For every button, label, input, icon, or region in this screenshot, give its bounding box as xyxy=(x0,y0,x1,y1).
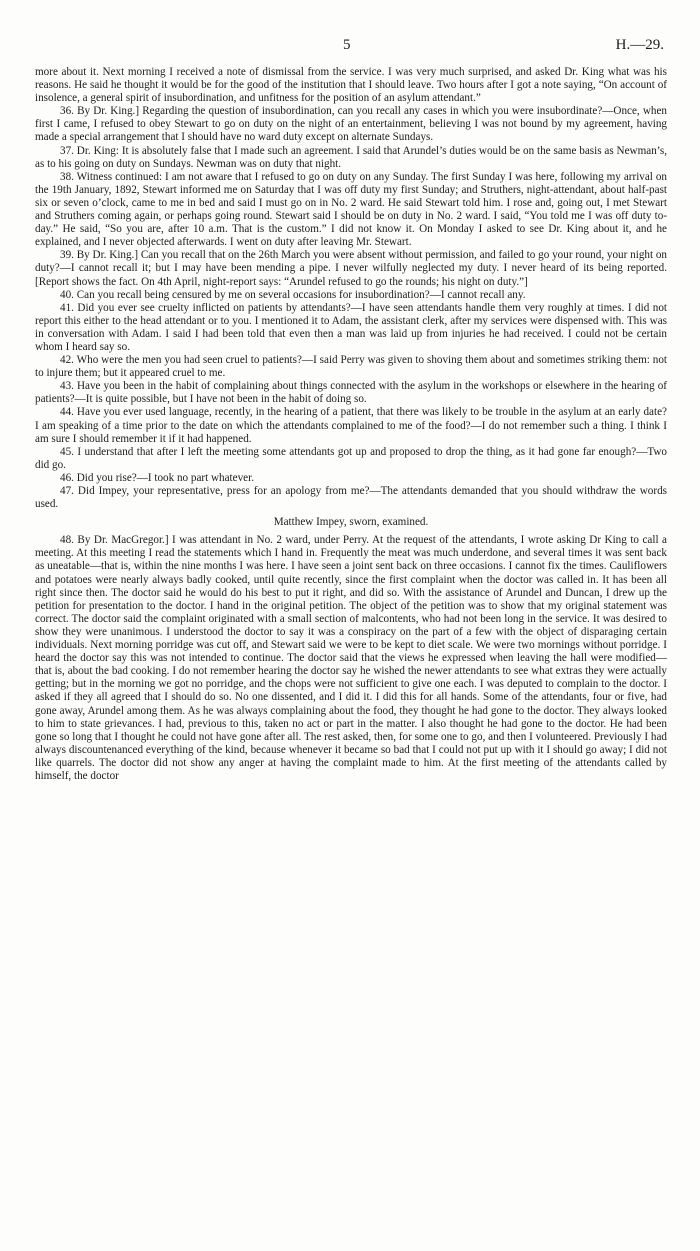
paragraph: 44. Have you ever used language, recently, in the hearing of a patient, that there was likely to be trouble in the asylum at an early date? I am speaking of a time prior to the date on which the attendants complained to me of the food?—I do not remember such a thing. I think I am sure I should remember it if it had happened. xyxy=(35,406,667,445)
paragraph: 45. I understand that after I left the meeting some attendants got up and proposed to drop the thing, as it had gone far enough?—Two did go. xyxy=(35,445,667,471)
paragraph: 41. Did you ever see cruelty inflicted on patients by attendants?—I have seen attendants handle them very roughly at times. I did not report this either to the head attendant or to you. I mentioned it to Adam, the assistant clerk, after my services were dispensed with. This was in conversation with Adam. I said I had been told that even then a man was laid up from injuries he had received. I could not be certain whom I heard say so. xyxy=(35,301,667,353)
paragraph: 38. Witness continued: I am not aware that I refused to go on duty on any Sunday. The first Sunday I was here, following my arrival on the 19th January, 1892, Stewart informed me on Saturday that I was off duty my first Sunday; and Struthers, night-attendant, about half-past six or seven o’clock, came to me in bed and said I must go on in No. 2 ward. He said Stewart told him. I rose and, going out, I met Stewart and Struthers coming again, or perhaps going round. Stewart said I should be on duty in No. 2 ward. I said, “You told me I was off duty to-day.” He said, “So you are, after 10 a.m. That is the custom.” I did not know it. On Monday I asked to see Dr. King about it, and he explained, and I never objected afterwards. I went on duty after leaving Mr. Stewart. xyxy=(35,170,667,249)
paragraph: 42. Who were the men you had seen cruel to patients?—I said Perry was given to shoving them about and sometimes striking them: not to injure them; but it appeared cruel to me. xyxy=(35,354,667,380)
page-header xyxy=(0,37,700,57)
paragraph: more about it. Next morning I received a note of dismissal from the service. I was very much surprised, and asked Dr. King what was his reasons. He said he thought it would be for the good of the institution that I should leave. Two hours after I got a note saying, “On account of insolence, a general spirit of insubordination, and unfitness for the position of an asylum attendant.” xyxy=(35,66,667,105)
paragraph: 37. Dr. King: It is absolutely false that I made such an agreement. I said that Arundel’s duties would be on the same basis as Newman’s, as to his going on duty on Sundays. Newman was on duty that night. xyxy=(35,144,667,170)
paragraph: 46. Did you rise?—I took no part whatever. xyxy=(60,471,254,484)
paragraph: 48. By Dr. MacGregor.] I was attendant in No. 2 ward, under Perry. At the request of the attendants, I wrote asking Dr King to call a meeting. At this meeting I read the statements which I hand in. Frequently the meat was much underdone, and several times it was sent back as uneatable—that is, within the nine months I was here. I have seen a joint sent back on three occasions. I cannot fix the times. Cauliflowers and potatoes were nearly always badly cooked, until quite recently, since the first complaint when the doctor was called in. It has been all right since then. The doctor said he would do his best to put it right, and did so. With the assistance of Arundel and Duncan, I drew up the petition for presentation to the doctor. I hand in the original petition. The object of the petition was to show that my original statement was correct. The doctor said the complaint originated with a small section of malcontents, who had not been long in the service. It was desired to show they were unanimous. I understood the doctor to say it was a conspiracy on the part of a few with the object of disparaging certain individuals. Next morning porridge was cut off, and Stewart said we were to be kept to diet scale. We were two mornings without porridge. I heard the doctor say this was not intended to continue. The doctor said that the views he expressed when leaving the hall were modified—that is, about the bad cooking. I do not remember hearing the doctor say he wished the newer attendants to see what extras they were actually getting; but in the morning we got no porridge, and the chops were not sufficient to give one each. I was deputed to complain to the doctor. I asked if they all agreed that I should do so. No one dissented, and I did it. I did this for all hands. Some of the attendants, four or five, had gone away, Arundel among them. As he was always complaining about the food, they thought he had gone to the doctor. They always looked to him to state grievances. I had, previous to this, taken no act or part in the matter. I also thought he had gone to the doctor. He had been gone so long that I thought he could not have gone after all. The rest asked, then, for some one to go, and then I volunteered. Previously I had always discountenanced everything of the kind, because whenever it became so bad that I could not put up with it I should go away; I did not like quarrels. The doctor did not show any anger at having the complaint made to him. At the first meeting of the attendants called by himself, the doctor xyxy=(35,534,667,782)
witness-heading: Matthew Impey, sworn, examined. xyxy=(273,516,429,529)
paragraph: 39. By Dr. King.] Can you recall that on the 26th March you were absent without permission, and failed to go your round, your night on duty?—I cannot recall it; but I may have been mending a pipe. I never wilfully neglected my duty. I never heard of its being reported. [Report shows the fact. On 4th April, night-report says: “Arundel refused to go the rounds; his night on duty.”] xyxy=(35,249,667,288)
paragraph: 40. Can you recall being censured by me on several occasions for insubordination?—I cannot recall any. xyxy=(60,288,526,301)
paragraph: 36. By Dr. King.] Regarding the question of insubordination, can you recall any cases in which you were insubordinate?—Once, when first I came, I refused to obey Stewart to go on duty on the night of an entertainment, believing I was not bound by my agreement, having made a special arrangement that I should have no ward duty except on alternate Sundays. xyxy=(35,105,667,144)
page-number: 5 xyxy=(343,37,351,53)
document-reference: H.—29. xyxy=(615,37,664,53)
document-body xyxy=(35,66,667,783)
paragraph: 47. Did Impey, your representative, press for an apology from me?—The attendants demanded that you should withdraw the words used. xyxy=(35,485,667,511)
paragraph: 43. Have you been in the habit of complaining about things connected with the asylum in the workshops or elsewhere in the hearing of patients?—It is quite possible, but I have not been in the habit of doing so. xyxy=(35,380,667,406)
